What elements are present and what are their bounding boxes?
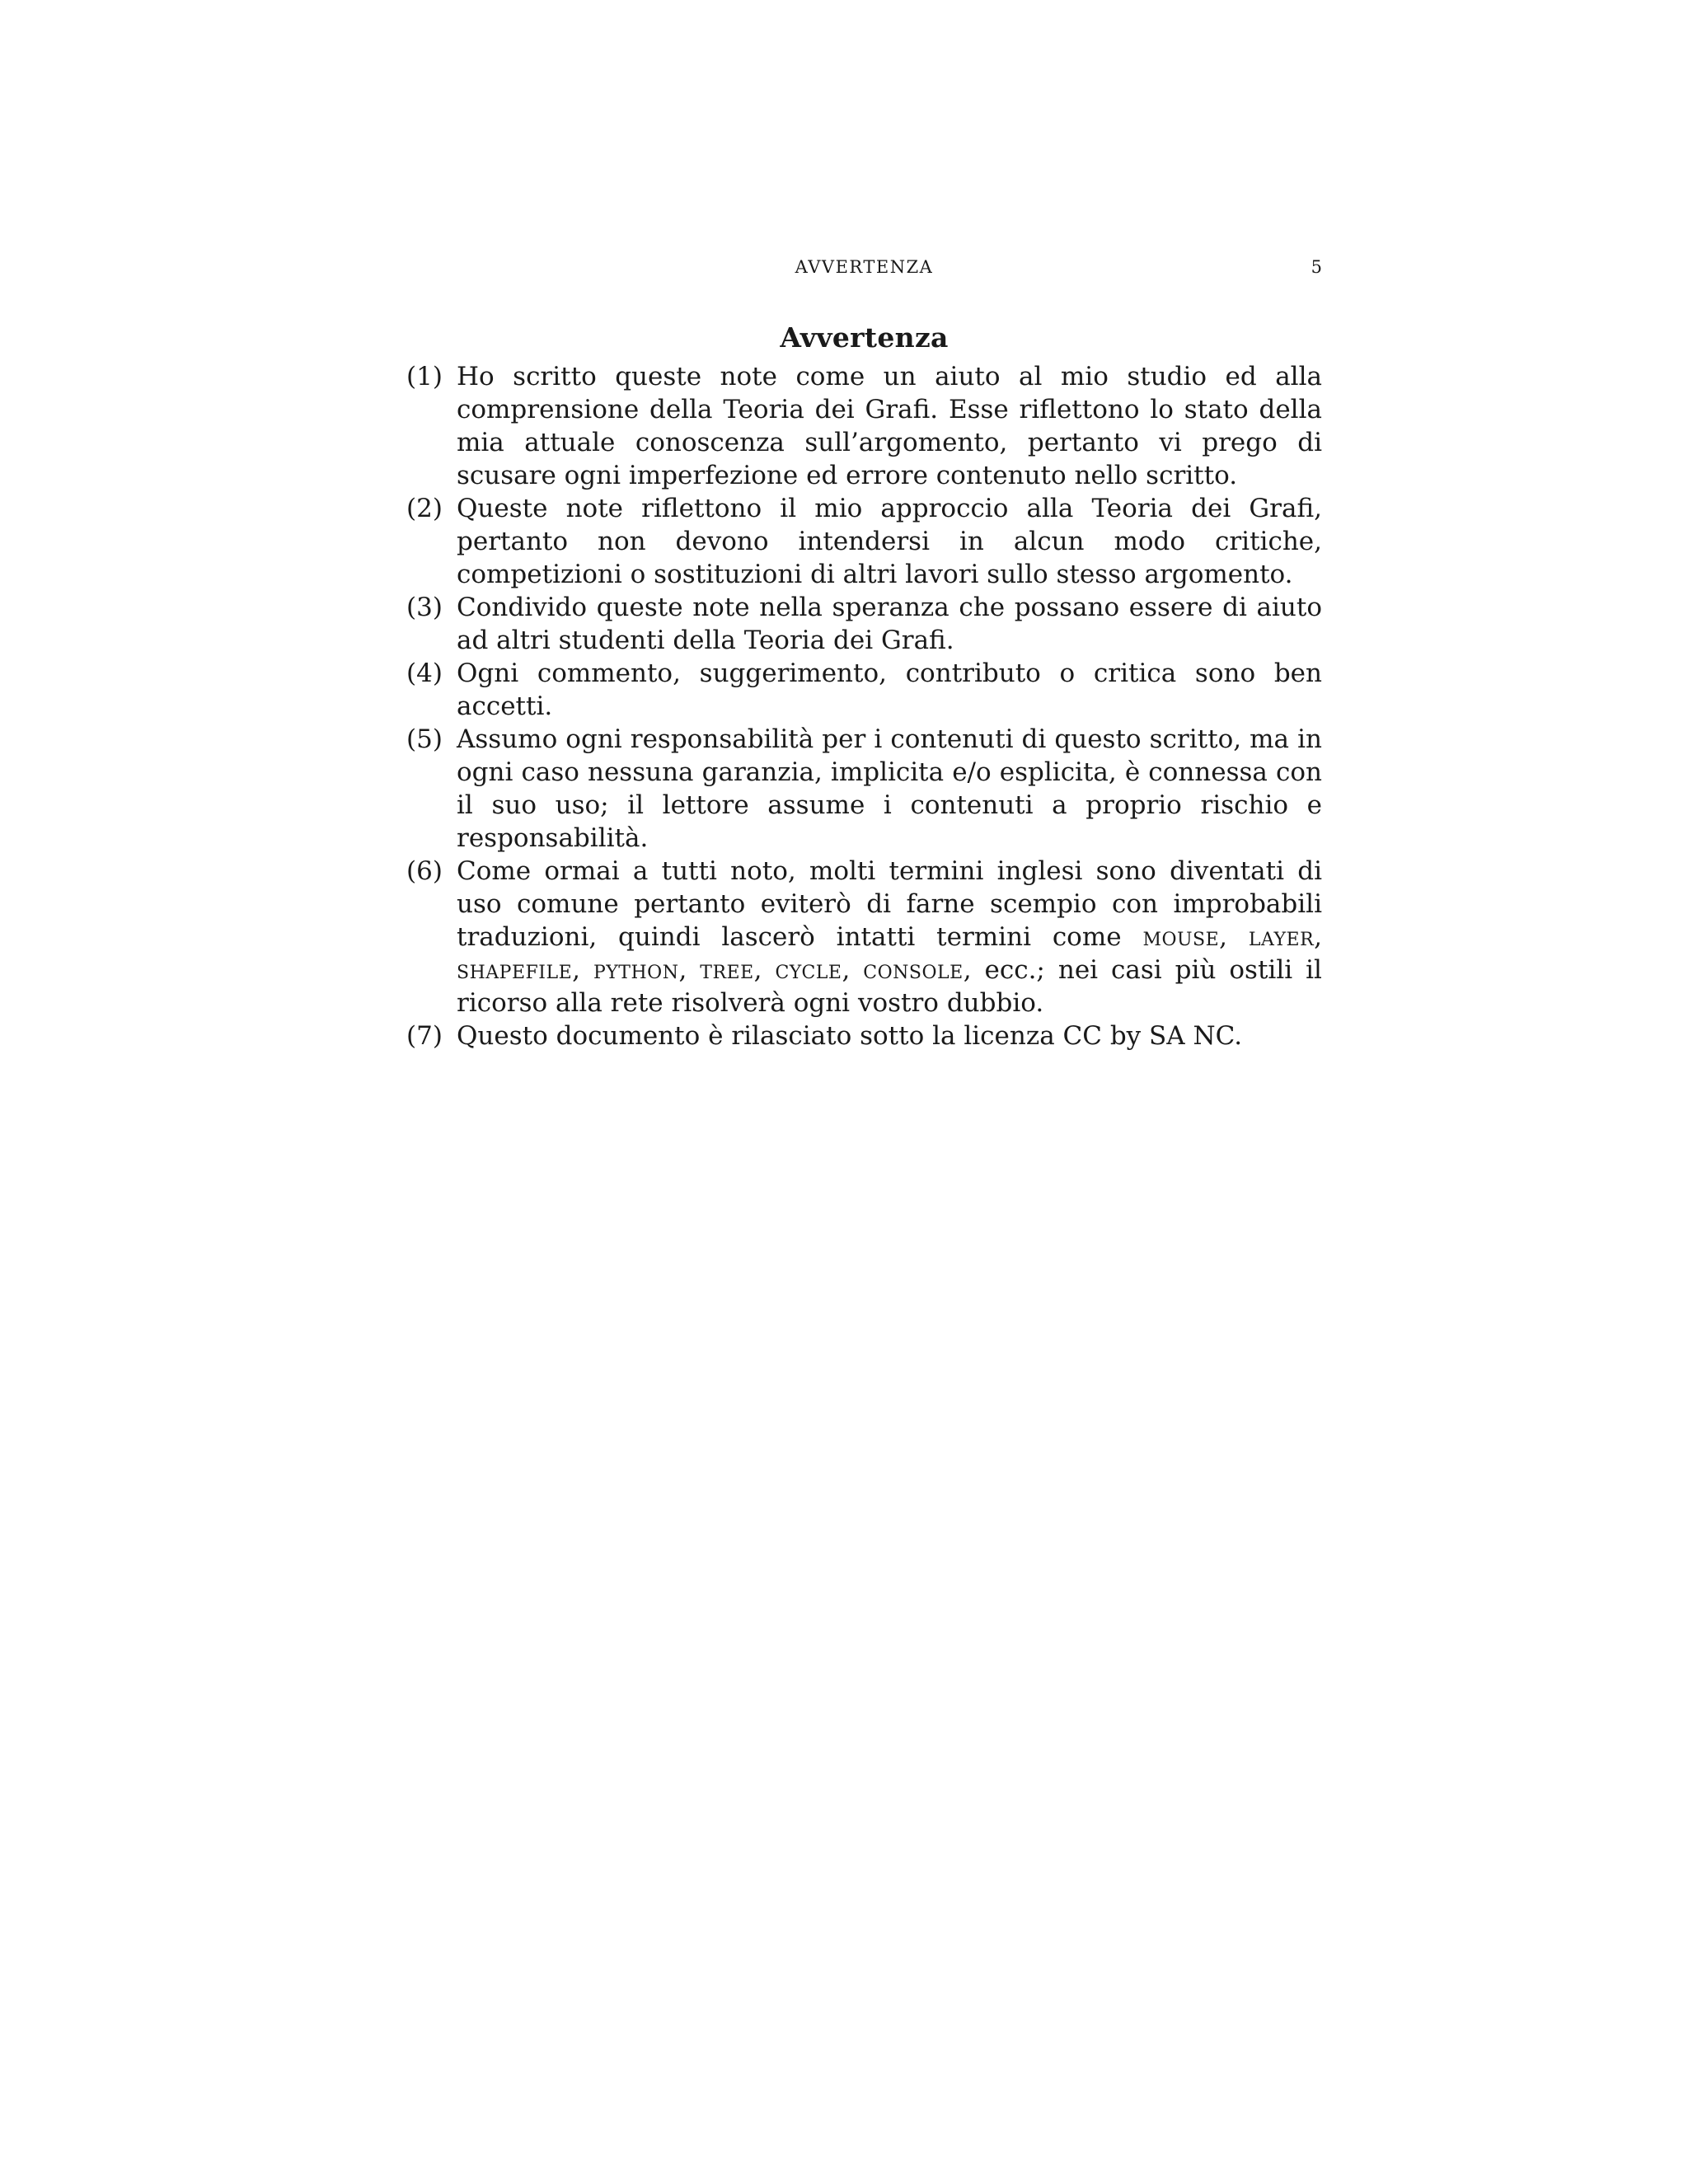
list-item-4 bbox=[406, 657, 1322, 723]
item-text: Questo documento è rilasciato sotto la licenza CC by SA NC. bbox=[457, 1021, 1243, 1051]
list-item-3 bbox=[406, 591, 1322, 657]
term-cycle: cycle bbox=[775, 955, 842, 985]
term-tree: tree bbox=[700, 955, 754, 985]
item-number: (2) bbox=[406, 494, 443, 523]
term-shapefile: shapefile bbox=[457, 955, 573, 985]
item-text-before: Come ormai a tutti noto, molti termini inglesi sono diventati di uso comune pertanto eviterò di farne scempio con improbabili traduzioni, quindi lascerò intatti termini come bbox=[457, 856, 1322, 952]
term-separator: , bbox=[678, 955, 701, 985]
term-console: console bbox=[863, 955, 964, 985]
document-page bbox=[406, 247, 1322, 1052]
item-text-after: , ecc.; nei casi più ostili il ricorso alla rete risolverà ogni vostro dubbio. bbox=[457, 955, 1322, 1018]
item-text: Queste note riflettono il mio approccio alla Teoria dei Grafi, pertanto non devono intendersi in alcun modo critiche, competizioni o sostituzioni di altri lavori sullo stesso argomento. bbox=[457, 494, 1322, 589]
item-number: (4) bbox=[406, 658, 443, 688]
term-separator: , bbox=[1219, 922, 1249, 952]
term-layer: layer bbox=[1248, 922, 1315, 952]
item-number: (7) bbox=[406, 1021, 443, 1051]
list-item-5 bbox=[406, 723, 1322, 855]
list-item-6 bbox=[406, 855, 1322, 1019]
item-text: Condivido queste note nella speranza che possano essere di aiuto ad altri studenti della Teoria dei Grafi. bbox=[457, 593, 1322, 655]
item-number: (3) bbox=[406, 593, 443, 622]
term-python: python bbox=[593, 955, 679, 985]
section-title: Avvertenza bbox=[780, 321, 949, 354]
item-text: Assumo ogni responsabilità per i contenuti di questo scritto, ma in ogni caso nessuna garanzia, implicita e/o esplicita, è connessa con il suo uso; il lettore assume i contenuti a proprio rischio e responsabilità. bbox=[457, 724, 1322, 853]
running-head bbox=[406, 247, 1322, 297]
running-title: AVVERTENZA bbox=[795, 257, 934, 277]
term-separator: , bbox=[572, 955, 593, 985]
item-number: (5) bbox=[406, 724, 443, 754]
list-item-7 bbox=[406, 1019, 1322, 1052]
term-mouse: mouse bbox=[1142, 922, 1220, 952]
item-number: (6) bbox=[406, 856, 443, 886]
list-item-2 bbox=[406, 492, 1322, 591]
page-number: 5 bbox=[1311, 257, 1322, 277]
term-separator: , bbox=[1314, 922, 1322, 952]
term-separator: , bbox=[753, 955, 776, 985]
item-text: Ho scritto queste note come un aiuto al mio studio ed alla comprensione della Teoria dei Grafi. Esse riflettono lo stato della mia attuale conoscenza sull’argomento, pertanto vi prego di scusare ogni imperfezione ed errore contenuto nello scritto. bbox=[457, 362, 1322, 490]
item-number: (1) bbox=[406, 362, 443, 391]
term-separator: , bbox=[842, 955, 864, 985]
notice-list bbox=[406, 360, 1322, 1052]
list-item-1 bbox=[406, 360, 1322, 492]
item-text: Ogni commento, suggerimento, contributo o critica sono ben accetti. bbox=[457, 658, 1322, 721]
